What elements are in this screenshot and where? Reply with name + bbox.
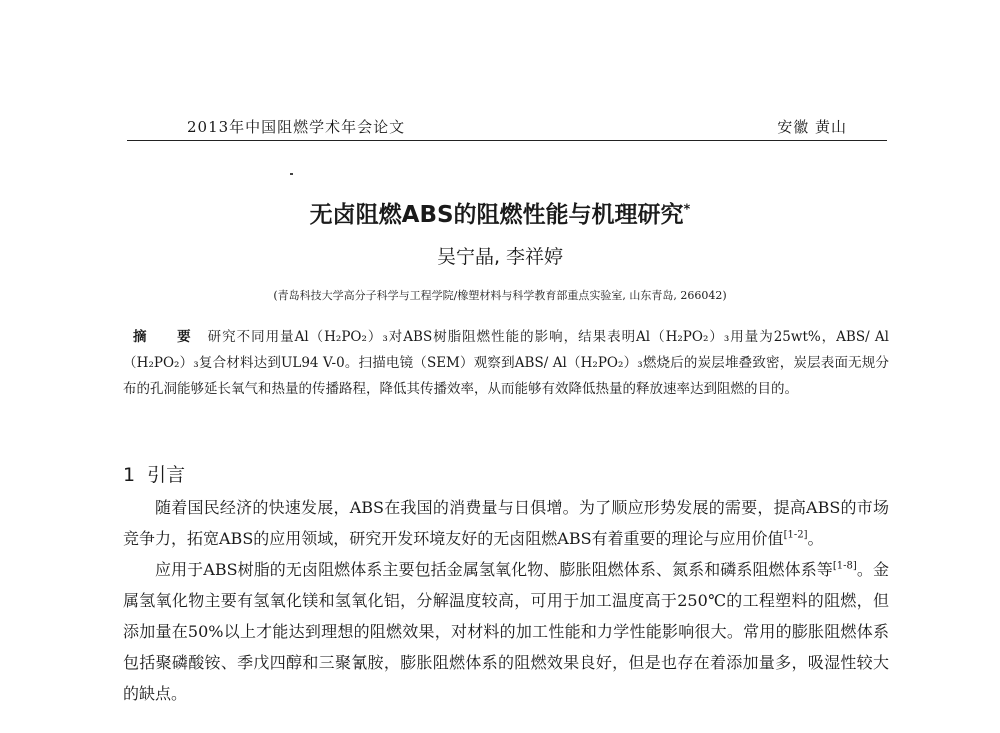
section-title: 引言 [147,464,186,486]
paper-title-text: 无卤阻燃ABS的阻燃性能与机理研究 [309,202,684,228]
citation-ref-2: [1-8] [832,560,857,572]
conference-location: 安徽 黄山 [777,118,847,136]
abstract-label: 摘 要 [133,329,204,345]
paper-title [0,196,1000,229]
intro-paragraph-2-text-b: 。金属氢氧化物主要有氢氧化镁和氢氧化铝，分解温度较高，可用于加工温度高于250℃的工程塑料的阻燃，但添加量在50%以上才能达到理想的阻燃效果，对材料的加工性能和力学性能影响很大。常用的膨胀阻燃体系包括聚磷酸铵、季戊四醇和三聚氰胺，膨胀阻燃体系的阻燃效果良好，但是也存在着添加量多，吸湿性较大的缺点。 [123,560,889,703]
abstract-text: 研究不同用量Al（H₂PO₂）₃对ABS树脂阻燃性能的影响，结果表明Al（H₂PO₂）₃用量为25wt%，ABS/ Al（H₂PO₂）₃复合材料达到UL94 V-0。扫描电镜（SEM）观察到ABS/ Al（H₂PO₂）₃燃烧后的炭层堆叠致密，炭层表面无规分布的孔洞能够延长氧气和热量的传播路程，降低其传播效率，从而能够有效降低热量的释放速率达到阻燃的目的。 [123,329,889,397]
intro-paragraph-1-end: 。 [807,529,824,548]
conference-name: 2013年中国阻燃学术年会论文 [187,118,406,136]
title-footnote-mark: * [683,202,691,218]
abstract [123,324,889,402]
scan-speck [290,173,293,175]
author-affiliation: (青岛科技大学高分子科学与工程学院/橡塑材料与科学教育部重点实验室, 山东青岛, 266042) [273,289,727,302]
citation-ref-1: [1-2] [783,529,808,541]
section-body [123,492,889,709]
intro-paragraph-1 [123,492,889,554]
intro-paragraph-1-text: 随着国民经济的快速发展，ABS在我国的消费量与日俱增。为了顺应形势发展的需要，提高ABS的市场竞争力，拓宽ABS的应用领域，研究开发环境友好的无卤阻燃ABS有着重要的理论与应用价值 [123,498,889,548]
intro-paragraph-2-text-a: 应用于ABS树脂的无卤阻燃体系主要包括金属氢氧化物、膨胀阻燃体系、氮系和磷系阻燃体系等 [155,560,833,579]
section-heading [123,460,185,487]
header-rule [127,140,887,141]
intro-paragraph-2 [123,554,889,709]
paper-authors: 吴宁晶, 李祥婷 [436,246,564,268]
section-number: 1 [123,464,136,486]
running-header [127,116,887,140]
